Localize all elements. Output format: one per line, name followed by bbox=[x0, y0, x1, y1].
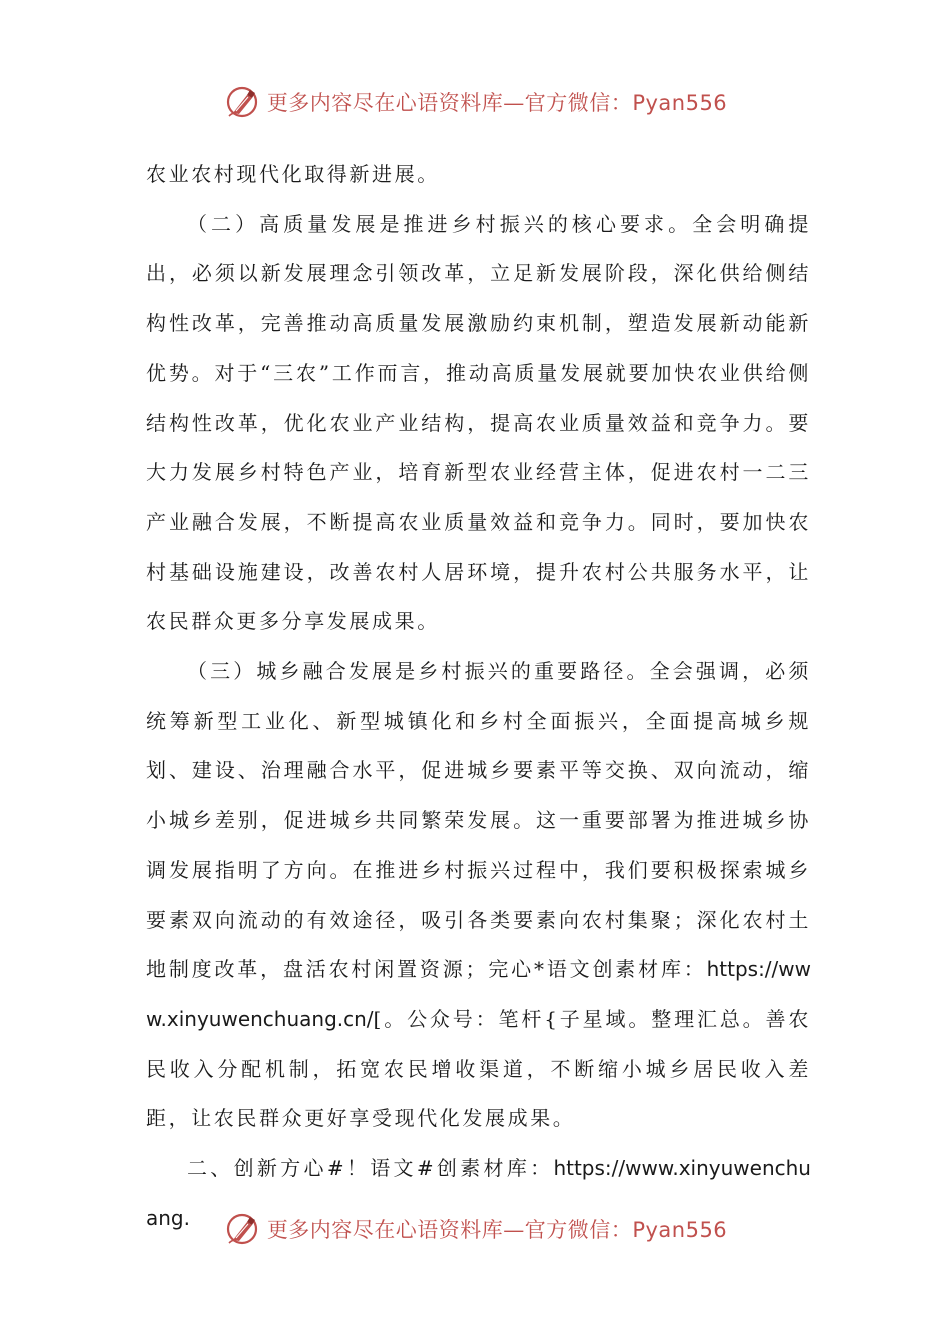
wechat-id: Pyan556 bbox=[632, 1218, 728, 1242]
pen-nib-logo-icon bbox=[223, 1210, 261, 1248]
header-watermark-banner bbox=[0, 82, 950, 122]
wechat-id: Pyan556 bbox=[632, 91, 728, 115]
paragraph-heading-2: 二、创新方心#！语文#创素材库：https://www.xinyuwenchuang. bbox=[146, 1156, 811, 1230]
paragraph-continuation: 农业农村现代化取得新进展。 bbox=[146, 162, 440, 186]
footer-watermark-banner bbox=[0, 1209, 950, 1249]
paragraph-url: https://www.xinyuwenchuang.cn/ bbox=[146, 957, 811, 1031]
document-body bbox=[146, 150, 811, 1243]
paragraph-section-2: （二）高质量发展是推进乡村振兴的核心要求。全会明确提出，必须以新发展理念引领改革，立足新发展阶段，深化供给侧结构性改革，完善推动高质量发展激励约束机制，塑造发展新动能新优势。对于“三农”工作而言，推动高质量发展就要加快农业供给侧结构性改革，优化农业产业结构，提高农业质量效益和竞争力。要大力发展乡村特色产业，培育新型农业经营主体，促进农村一二三产业融合发展，不断提高农业质量效益和竞争力。同时，要加快农村基础设施建设，改善农村人居环境，提升农村公共服务水平，让农民群众更多分享发展成果。 bbox=[146, 211, 811, 634]
banner-text: 更多内容尽在心语资料库—官方微信：Pyan556 bbox=[266, 1218, 728, 1242]
paragraph-section-3: （三）城乡融合发展是乡村振兴的重要路径。全会强调，必须统筹新型工业化、新型城镇化和乡村全面振兴，全面提高城乡规划、建设、治理融合水平，促进城乡要素平等交换、双向流动，缩小城乡差别，促进城乡共同繁荣发展。这一重要部署为推进城乡协调发展指明了方向。在推进乡村振兴过程中，我们要积极探索城乡要素双向流动的有效途径，吸引各类要素向农村集聚；深化农村土地制度改革，盘活农村闲置资源；完心*语文创素材库：https://www.xinyuwenchuang.cn/[。公众号：笔杆{子星域。整理汇总。善农民收入分配机制，拓宽农民增收渠道，不断缩小城乡居民收入差距，让农民群众更好享受现代化发展成果。 bbox=[146, 659, 811, 1131]
pen-nib-logo-icon bbox=[223, 83, 261, 121]
heading-url: https://www.xinyuwenchuang. bbox=[146, 1156, 811, 1230]
banner-text: 更多内容尽在心语资料库—官方微信：Pyan556 bbox=[266, 91, 728, 115]
